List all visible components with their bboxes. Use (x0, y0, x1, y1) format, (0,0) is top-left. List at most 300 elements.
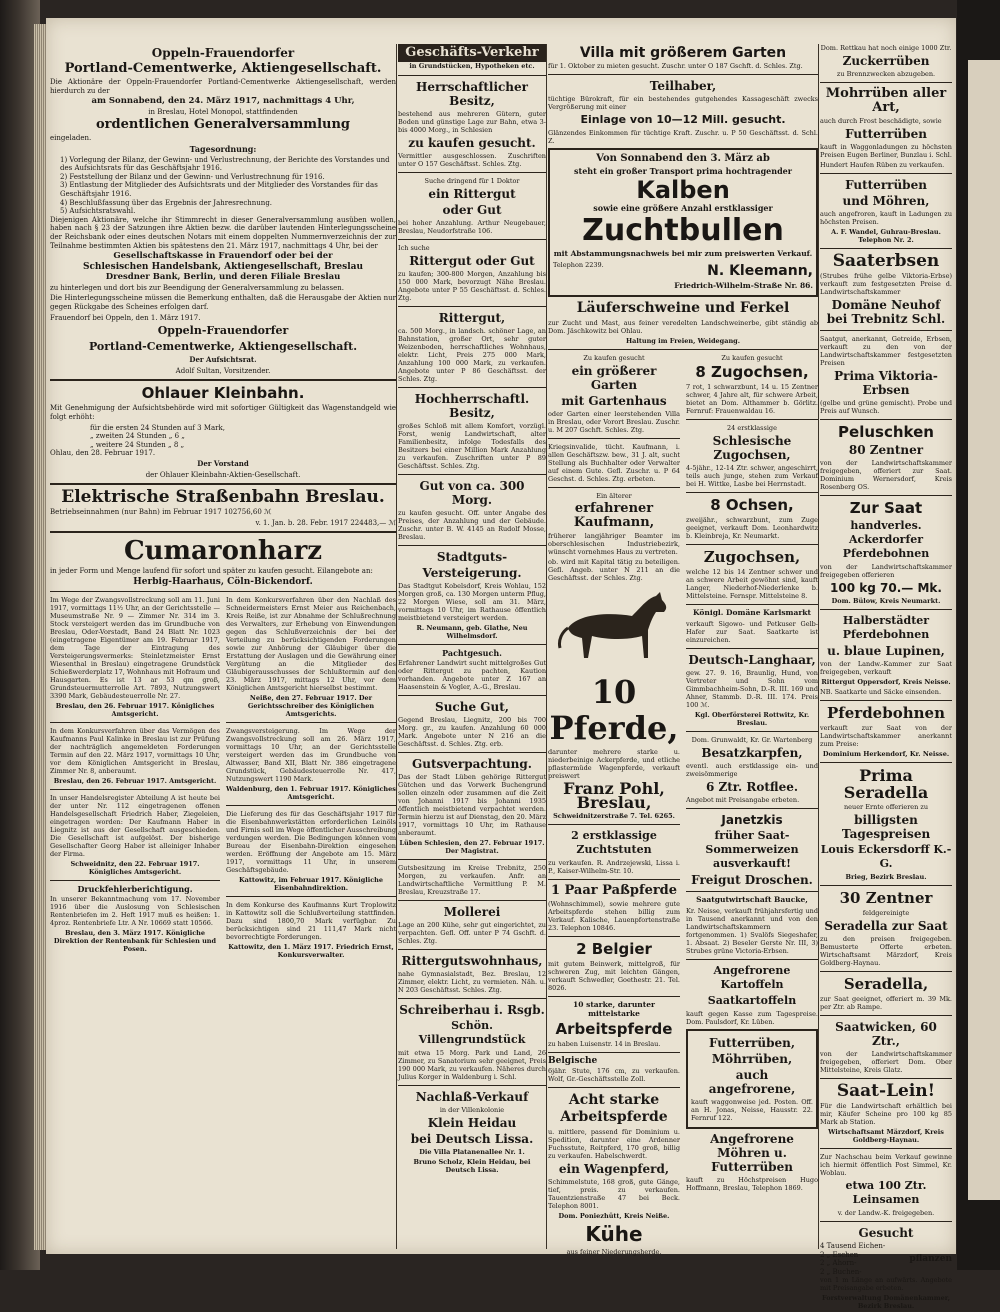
ad-title: 30 Zentner (839, 889, 933, 907)
ad-body: zu Brennzwecken abzugeben. (836, 70, 936, 78)
ad-title: 2 Belgier (576, 940, 652, 959)
ad-title: 2 erstklassige Zuchtstuten (571, 829, 657, 857)
ad-body: verkauft Sigowo- und Petkuser Gelb-Hafer zur Saat. Saatkarte ist einzureichen. (686, 619, 818, 644)
ad-lead: Ein älterer (596, 492, 632, 501)
ad-body: feldgereinigte (862, 909, 910, 917)
gm-meeting: ordentlichen Generalversammlung (96, 117, 350, 133)
ad-title: Deutsch-Langhaar, (688, 652, 816, 667)
ad-title: Rittergutswohnhaus, (401, 954, 543, 969)
gm-agenda-item: 3) Entlastung der Mitglieder des Aufsichtsrats und der Mitglieder des Vorstandes für das Geschäftsjahr 1916. (60, 181, 378, 198)
ohlau-sign-1: Der Vorstand (197, 459, 249, 468)
gm-bank-1: Gesellschaftskasse in Frauendorf oder bei der (113, 251, 333, 262)
ad-body: kauft gegen Kasse zum Tagespreise. Dom. Paulsdorf, Kr. Lüben. (686, 1009, 818, 1026)
lauf-title: Läuferschweine und Ferkel (576, 300, 790, 317)
divider (686, 808, 818, 809)
tram-line-1: Betriebseinnahmen (nur Bahn) im Februar 1917 102756,60 ℳ (50, 508, 272, 517)
ad-body: (gelbe und grüne gemischt). Probe und Preis auf Wunsch. (820, 399, 952, 415)
zb-addr: Friedrich-Wilhelm-Straße Nr. 86. (674, 280, 813, 290)
ad-title: Prima Seradella (843, 766, 929, 802)
ad-body: Die Villa Platanenallee Nr. 1. (419, 1148, 525, 1157)
ad-body: früherer langjähriger Beamter im oberschlesischen Industriebezirk, wünscht vornehmes Haus zu vertreten. (548, 532, 680, 557)
ad-body: bestehend aus mehreren Gütern, guter Boden und günstige Lage zur Bahn, etwa 3- bis 4000 Morg., in Schlesien (398, 109, 546, 134)
fix-body: In unserer Bekanntmachung vom 17. November 1916 über die Auslosung von Schlesischen Rentenbriefen im 2. Heft 1917 muß es heißen: 1. 4proz. Rentenbriefe Ltr. A Nr. 10669 statt 10566. (50, 895, 220, 928)
gm-bank-2: Schlesischen Handelsbank, Aktiengesellschaft, Breslau (82, 261, 364, 272)
ad-lead: Dom. Rettkau hat noch einige 1000 Ztr. (820, 44, 952, 52)
zuchtbullen-ad (548, 148, 818, 297)
ad-title: handverles. Ackerdorfer Pferdebohnen (842, 519, 930, 560)
divider (226, 896, 396, 897)
ad-lead: Königl. Domäne Karlsmarkt (693, 608, 811, 618)
ad-title: Futterrüben (845, 127, 927, 141)
ad-title: Freigut Droschen. (691, 872, 813, 887)
zb-line-3: sowie eine größere Anzahl erstklassiger (593, 202, 773, 213)
ad-title: Besatzkarpfen, (701, 745, 803, 760)
ohlau-rate: „ weitere 24 Stunden „ 8 „ (90, 440, 185, 449)
ad-body: welche 12 bis 14 Zentner schwer und an schwere Arbeit gewöhnt sind, kauft Langer, Niederhof-Niederlenke b. Mittelsteine. Fernspr. Mittelsteine 8. (686, 568, 818, 601)
divider (548, 74, 818, 75)
divider (398, 306, 546, 307)
divider (398, 859, 546, 860)
gm-body-2: zu hinterlegen und dort bis zur Beendigung der Generalversammlung zu belassen. (50, 283, 344, 292)
ad-body: u. mittlere, passend für Dominium u. Spedition, darunter eine Ardenner Fuchsstute, Reitpferd, 170 groß, billig zu verkaufen. Habelschwerdt. (548, 1128, 680, 1161)
ad-body: auch durch Frost beschädigte, sowie (820, 117, 942, 125)
ad-body: 4-5jähr., 12-14 Ztr. schwer, angeschirrt, teils auch junge, stehen zum Verkauf bei H. Wittke, Lasbe bei Herrnstadt. (686, 464, 818, 489)
divider (398, 172, 546, 173)
legal-left (50, 596, 220, 961)
divider (50, 880, 220, 881)
ad-lead: 10 starke, darunter mittelstarke (573, 1000, 655, 1018)
ad-title: Gut von ca. 300 Morg. (419, 478, 525, 507)
zb-name: N. Kleemann, (707, 262, 813, 279)
divider (398, 474, 546, 475)
ad-body: Für die Landwirtschaft erhältlich bei mir, Käufer Scheine pro 100 kg 85 Mark ab Station. (820, 1102, 952, 1126)
divider (398, 75, 546, 76)
ad-title: Herrschaftlicher Besitz, (416, 79, 528, 108)
ad-title: Arbeitspferde (555, 1019, 673, 1038)
ad-body: von der Landw.-Kammer zur Saat freigegeben, verkauft (820, 660, 952, 676)
ad-body: in der Villenkolonie (439, 1106, 505, 1115)
divider (820, 885, 952, 886)
ad-lead: Dom. Grunwaldt, Kr. Gr. Wartenberg (691, 735, 813, 744)
divider (226, 722, 396, 723)
ad-title: 8 Ochsen, (710, 496, 794, 515)
ad-body: Kriegsinvalide, tücht. Kaufmann, i. allen Geschäftszw. bew., 31 J. alt, sucht Stellung als Buchhalter oder Verwalter auf einem Gute. Gefl. Zuschr. u. P 64 Geschst. d. Schles. Ztg. erbeten. (548, 443, 680, 484)
plant-item: 2 „ Buchen- (820, 1267, 862, 1276)
ohlau-sign-2: der Ohlauer Kleinbahn-Aktien-Gesellschaft. (145, 470, 301, 479)
ad-body: zu kaufen; 300-800 Morgen, Anzahlung bis 150 000 Mark, bevorzugt Nähe Breslau. Angebote unter P 55 Geschäftsst. d. Schles. Ztg. (398, 269, 546, 302)
tram-line-2: v. 1. Jan. b. 28. Febr. 1917 224483,— ℳ (255, 518, 396, 527)
divider (686, 891, 818, 892)
ad-title: auch angefrorene, (708, 1067, 796, 1096)
section-header: Geschäfts-Verkehr (398, 44, 546, 62)
divider (50, 591, 396, 592)
gm-sign-4: Adolf Sultan, Vorsitzender. (175, 366, 271, 375)
ad-title: Rittergut, (438, 310, 506, 325)
ad-body: Kr. Neisse, verkauft frühjahrsfertig und in Tausend anerkannt und von den Landwirtschaftskammern fortgenommen. 1) Svalöfs Siegeshafer, 1. Absaat. 2) Beseler Gerste Nr. III, 3) Strubes grüne Victoria-Erbsen. (686, 906, 818, 955)
teil-body-2: Glänzendes Einkommen für tüchtige Kraft. Zuschr. u. P 50 Geschäftsst. d. Schl. Z. (548, 129, 818, 145)
futterrueben-ad (686, 1029, 818, 1129)
zb-line-4: mit Abstammungsnachweis bei mir zum preiswerten Verkauf. (553, 249, 813, 259)
gm-date: am Sonnabend, den 24. März 1917, nachmittags 4 Uhr, (91, 96, 355, 107)
divider (398, 949, 546, 950)
divider (820, 419, 952, 420)
divider (820, 700, 952, 701)
divider (686, 604, 818, 605)
divider (50, 379, 396, 381)
divider (398, 644, 546, 645)
divider (820, 248, 952, 249)
fix-title: Druckfehlerberichtigung. (77, 883, 193, 894)
ad-title: Mohrrüben aller Art, (825, 86, 947, 115)
zb-kalben: Kalben (636, 175, 730, 204)
gm-intro: Die Aktionäre der Oppeln-Frauendorfer Portland-Cementwerke Aktiengesellschaft, werden hierdurch zu der (50, 78, 396, 95)
divider (548, 487, 680, 488)
fix-sign: Breslau, den 3. März 1917. Königliche Direktion der Rentenbank für Schlesien und Posen. (53, 929, 217, 954)
divider (820, 495, 952, 496)
ad-title: Gutsverpachtung. (412, 757, 532, 772)
ad-body: mit etwa 15 Morg. Park und Land, 26 Zimmer, zu Sanatorium sehr geeignet, Preis 190 000 Mark, zu verkaufen. Näheres durch Julius Korger in Waldenburg i. Schl. (398, 1049, 546, 1082)
ad-body: bei hoher Anzahlung. Arthur Neugebauer, Breslau, Neudorfstraße 106. (398, 218, 546, 235)
ad-body: Das der Stadt Lüben gehörige Rittergut Gütchen und das Vorwerk Buchengrund sollen einzeln oder zusammen auf die Zeit von Johanni 1917 bis Johanni 1935 öffentlich meistbietend verpachtet werden. Termin hierzu ist auf Dienstag, den 20. März 1917, vormittags 10 Uhr, im Rathause anberaumt. (398, 773, 546, 838)
ad-title: Saatwicken, 60 Ztr., (835, 1020, 937, 1048)
ad-title: u. blaue Lupinen, (827, 644, 945, 658)
ad-sign: A. F. Wandel, Guhrau-Breslau. Telephon Nr. 2. (831, 228, 941, 244)
plants-items (820, 1242, 903, 1276)
zb-footer (553, 261, 813, 282)
ad-body: 7 rot, 1 schwarzbunt, 14 u. 15 Zentner schwer, 4 Jahre alt, für schwere Arbeit, bietet an Dom. Althammer b. Görlitz. Fernruf: Frauenwaldau 16. (686, 383, 818, 416)
teil-head: Einlage von 10—12 Mill. gesucht. (580, 113, 786, 126)
divider (820, 82, 952, 83)
ad-title: zu kaufen gesucht. (408, 135, 536, 150)
plants-list (820, 1242, 952, 1276)
legal-sign: Kattowitz, den 1. März 1917. Friedrich Ernst, Konkursverwalter. (228, 942, 394, 959)
ad-title: und Möhren, (842, 194, 930, 208)
ad-body: (Wohnschimmel), sowie mehrere gute Arbeitspferde stehen billig zum Verkauf. Kalische, Lauenpfortenstraße 23. Telephon 10846. (548, 900, 680, 933)
column-1 (50, 44, 396, 961)
gm-body: Diejenigen Aktionäre, welche ihr Stimmrecht in dieser Generalversammlung ausüben wollen, haben nach § 23 der Satzungen ihre Aktien bezw. die darüber lautenden Hinterlegungsscheine der Reichsbank oder eines deutschen Notars mit einem doppelten Nummernverzeichnis der zur Teilnahme bestimmten Aktien bis spätestens den 21. März 1917, nachmittags 4 Uhr, bei der (50, 215, 396, 250)
ad-body: kauft zu Höchstpreisen Hugo Hoffmann, Breslau, Telephon 1869. (686, 1175, 818, 1192)
ad-title: Saatkartoffeln (707, 993, 797, 1007)
villa-title: Villa mit größerem Garten (579, 45, 787, 61)
divider (226, 805, 396, 806)
ad-title: Versteigerung. (422, 565, 522, 580)
ad-lead: 24 erstklassige (727, 424, 777, 433)
ad-body: von 1 m Länge an aufwärts. Angebote mit Preisangabe erbeten. (820, 1276, 952, 1293)
newspaper-page (46, 18, 956, 1311)
zb-tel: Telephon 2239. (553, 260, 604, 269)
gm-agenda-item: 5) Aufsichtsratswahl. (60, 207, 136, 216)
ad-title: Pachtgesuch. (442, 647, 502, 658)
divider (50, 483, 396, 485)
ad-title: oder Gut (442, 202, 502, 217)
ad-title: bei Deutsch Lissa. (410, 1132, 534, 1147)
ad-title: Janetzkis (721, 812, 783, 827)
gm-agenda-head: Tagesordnung: (189, 143, 257, 154)
tram-title: Elektrische Straßenbahn Breslau. (61, 487, 385, 508)
ad-title: Angefrorene Möhren u. Futterrüben (710, 1131, 794, 1174)
divider (820, 1015, 952, 1016)
ad-title: mit Gartenhaus (561, 394, 667, 409)
ad-title: Louis Eckersdorff K.-G. (820, 843, 952, 870)
ad-sign: Kgl. Oberförsterei Rottwitz, Kr. Breslau. (694, 710, 810, 727)
divider (548, 879, 680, 880)
ad-body: nahe Gymnasialstadt, Bez. Breslau, 12 Zimmer, elektr. Licht, zu vermieten. Näh. u. N 203 Geschäftsst. Schles. Ztg. (398, 970, 546, 995)
ad-sign: Forstverwaltung Domänenkammer, Bezirk Breslau. (821, 1294, 951, 1311)
ad-title: Suche Gut, (435, 700, 509, 715)
ad-title: Zur Saat (849, 499, 923, 517)
divider (398, 387, 546, 388)
ad-body: ca. 500 Morg., in landsch. schöner Lage, an Bahnstation, großer Ort, sehr guter Weizenboden, herrschaftliches Wohnhaus, elektr. Licht, Preis 275 000 Mark, Anzahlung 100 000 Mark, zu verkaufen. Angebote unter P 86 Geschäftsst. der Schles. Ztg. (398, 326, 546, 383)
legal-notice: Die Lieferung des für das Geschäftsjahr 1917 für die Eisenbahnwerkstätten erforderlichen Leinöls und Firnis soll im Wege öffentlicher Ausschreibung verdungen werden. Die Bedingungen können vom Bureau der Eisenbahn-Direktion eingesehen werden. Eröffnung der Angebote am 15. März 1917, vormittags 11 Uhr, in unserem Geschäftsgebäude. (226, 809, 396, 874)
ad-body: zu den preisen freigegeben. Bemusterte Offerte erbeten. Wirtschaftsamt Märzdorf, Kreis Goldberg-Haynau. (820, 935, 952, 967)
legal-notice: In dem Konkursverfahren über das Vermögen des Kaufmanns Paul Kalinke in Breslau ist zur Prüfung der nachträglich angemeldeten Forderungen Termin auf den 22. März 1917, vormittags 10 Uhr, vor dem Königlichen Amtsgericht in Breslau, Zimmer Nr. 8, anberaumt. (50, 726, 220, 775)
ad-body: zweijähr., schwarzbunt, zum Zuge geeignet, verkauft Dom. Leonhardwitz b. Kleinbreja, Kr. Neumarkt. (686, 516, 818, 541)
ad-body: darunter mehrere starke u. niederbeinige Ackerpferde, und etliche pflastermüde Wagenpferde, verkauft preiswert (548, 748, 680, 781)
ad-sign: Lüben Schlesien, den 27. Februar 1917. Der Magistrat. (399, 839, 545, 856)
divider (398, 1085, 546, 1086)
ad-body: Gutsbesitzung im Kreise Trebnitz, 250 Morgen, zu verkaufen. Anfr. an Landwirtschaftliche Vermittlung P. M. Breslau, Kreuzstraße 17. (398, 864, 546, 897)
ad-sign: R. Neumann, geb. Glathe, Neu Wilhelmsdorf. (416, 623, 528, 640)
column-rule (818, 44, 819, 1249)
ad-body: kauft in Waggonladungen zu höchsten Preisen Eugen Berliner, Bunzlau i. Schl. (820, 143, 952, 159)
divider (548, 438, 680, 439)
ad-body: oder Garten einer leerstehenden Villa in Breslau, oder Vorort Breslau. Zuschr. u. M 207 Gschft. Schles. Ztg. (548, 410, 680, 435)
gm-agenda-list (50, 156, 396, 216)
divider (548, 1052, 680, 1053)
divider (820, 762, 952, 763)
page-stack-edge (34, 24, 46, 1250)
ad-title: Prima Viktoria-Erbsen (834, 369, 938, 397)
ad-title: Schreiberhau i. Rsgb. (399, 1003, 545, 1018)
col3-left (548, 354, 680, 1258)
legal-sign: Neiße, den 27. Februar 1917. Der Gerichtsschreiber des Königlichen Amtsgerichts. (247, 693, 375, 718)
ad-body: von der Landwirtschaftskammer freigegeben, offeriert Dom. Ober Mittelsteine, Kreis Glatz. (820, 1050, 952, 1074)
legal-notice: In dem Konkurse des Kaufmanns Kurt Troplowitz in Kattowitz soll die Schlußverteilung stattfinden. Dazu sind 1800,70 Mark verfügbar. Zu berücksichtigen sind 21 111,47 Mark nicht bevorrechtigte Forderungen. (226, 900, 396, 941)
ad-title: Seradella zur Saat (824, 919, 948, 933)
cuma-firm: Herbig-Haarhaus, Cöln-Bickendorf. (133, 576, 313, 587)
ad-title: Mollerei (443, 905, 501, 920)
ad-body: Das Stadtgut Kobelsdorf, Kreis Wohlau, 152 Morgen groß, ca. 130 Morgen unterm Pflug, 22 Morgen Wiese, soll am 31. März, vormittags 10 Uhr, im Rathause öffentlich meistbietend versteigert werden. (398, 581, 546, 622)
ad-lead: Saatgutwirtschaft Baucke, (696, 894, 808, 904)
ad-title: 100 kg 70.— Mk. (830, 581, 942, 595)
ad-title: 1 Paar Paßpferde (550, 883, 678, 899)
ad-lead: Suche dringend für 1 Doktor (424, 176, 520, 185)
divider (548, 824, 680, 825)
divider (820, 1148, 952, 1149)
ad-title: Acht starke Arbeitspferde (560, 1092, 668, 1126)
column-rule (396, 44, 397, 1249)
ad-title: Gesucht (858, 1226, 914, 1240)
legal-notice: In unser Handelsregister Abteilung A ist heute bei der unter Nr. 112 eingetragenen offenen Handelsgesellschaft Friedrich Haber, Ziegeleien, eingetragen worden: Der Kaufmann Haber in Liegnitz ist aus der Gesellschaft ausgeschieden. Die Gesellschaft ist aufgelöst. Der bisherige Gesellschafter Georg Haber ist alleiniger Inhaber der Firma. (50, 793, 220, 858)
ad-body: ob. wird mit Kapital tätig zu beteiligen. Gefl. Angeb. unter N 211 an die Geschäftsst. der Schles. Ztg. (548, 558, 680, 583)
column-rule (546, 44, 547, 1249)
ad-title: Kühe (585, 1222, 643, 1247)
ad-title: ein Rittergut (428, 186, 516, 201)
divider (50, 722, 220, 723)
ad-title: 80 Zentner (848, 443, 924, 457)
divider (686, 731, 818, 732)
ad-title: Futterrüben, (708, 1035, 796, 1050)
legal-notices (50, 596, 396, 961)
divider (398, 545, 546, 546)
cuma-body: in jeder Form und Menge laufend für sofort und später zu kaufen gesucht. Eilangebote an: (50, 567, 373, 576)
gm-agenda-item: 4) Beschlußfassung über das Ergebnis der Jahresrechnung. (60, 198, 273, 207)
gm-title-1: Oppeln-Frauendorfer (151, 46, 295, 60)
divider (686, 648, 818, 649)
legal-notice: In dem Konkursverfahren über den Nachlaß des Schneidermeisters Ernst Meier aus Reichenbach, Kreis Reiße, ist zur Abnahme der Schlußrechnung des Verwalters, zur Erhebung von Einwendungen gegen das Schlußverzeichnis der bei der Verteilung zu berücksichtigenden Forderungen sowie zur Anhörung der Gläubiger über die Erstattung der Auslagen und die Gewährung einer Vergütung an die Mitglieder des Gläubigerausschusses der Schlußtermin auf den 23. März 1917, mittags 12 Uhr, vor dem Königlichen Amtsgericht hierselbst bestimmt. (226, 595, 396, 692)
legal-sign: Breslau, den 26. Februar 1917. Amtsgericht. (53, 776, 217, 785)
ad-title: Möhrrüben, (711, 1051, 793, 1066)
ad-body: gew. 27. 9. 16, Braunlig, Hund, von Vertreter und Sohn vom Gimmbachheim-Sohn, D.-R. III. 169 und Ahner, Stammb. D.-R. III. 174. Preis 100 ℳ. (686, 668, 818, 709)
cuma-title: Cumaronharz (123, 536, 323, 567)
ohlau-title: Ohlauer Kleinbahn. (141, 384, 305, 403)
zb-line-1: Von Sonnabend den 3. März ab (596, 153, 770, 164)
legal-sign: Schweidnitz, den 22. Februar 1917. Königliches Amtsgericht. (70, 859, 200, 876)
zb-bullen: Zuchtbullen (582, 213, 784, 249)
ad-title: Schön. Villengrundstück (418, 1019, 526, 1047)
ad-body: Angebot mit Preisangabe erbeten. (686, 795, 800, 804)
ohlau-body: Mit Genehmigung der Aufsichtsbehörde wird mit sofortiger Gültigkeit das Wagenstandgeld wie folgt erhöht: (50, 404, 396, 422)
ad-body: zur Saat geeignet, offeriert m. 39 Mk. per Ztr. ab Rampe. (820, 995, 952, 1011)
ad-title: Angefrorene Kartoffeln (713, 963, 791, 991)
ad-body: Hundert Haufen Rüben zu verkaufen. (820, 161, 945, 169)
legal-right (226, 596, 396, 961)
ad-title: etwa 100 Ztr. Leinsamen (845, 1179, 927, 1206)
zb-line-2: steht ein großer Transport prima hochtragender (574, 166, 792, 176)
ad-title: ein größerer Garten (571, 364, 657, 393)
ad-title: früher Saat-Sommerweizen ausverkauft! (705, 828, 799, 870)
ad-body: zu verkaufen. R. Andrzejewski, Lissa i. P., Kaiser-Wilhelm-Str. 10. (548, 859, 680, 876)
ad-body: (Strubes frühe gelbe Viktoria-Erbse) verkauft zum festgesetzten Preise d. Landwirtschaftskammer (820, 272, 952, 296)
ad-body: Schimmelstute, 168 groß, gute Gänge, tief, preis. zu verkaufen. Tauentzienstraße 47 bei Beck. Telephon 8001. (548, 1178, 680, 1211)
ad-body: großes Schloß mit allem Komfort, vorzügl. Forst, wenig Landwirtschaft, alter Familienbesitz, infolge Todesfalls des Besitzers bei einer Million Mark Anzahlung zu verkaufen. Zuschriften unter P 89 Geschäftsst. Schles. Ztg. (398, 421, 546, 470)
gm-sign-2: Portland-Cementwerke, Aktiengesellschaft. (88, 340, 358, 354)
horse-illustration (548, 584, 676, 668)
ad-title: Hochherrschaftl. Besitz, (414, 391, 530, 420)
ad-title: Saat-Lein! (836, 1081, 936, 1101)
plants-label: pflanzen (909, 1254, 952, 1265)
ad-title: billigsten Tagespreisen (841, 813, 931, 841)
ad-title: 8 Zugochsen, (695, 363, 809, 382)
pohl-addr: Schweidnitzerstraße 7. Tel. 6265. (553, 812, 675, 821)
plant-item: 2 „ Ahorn- (820, 1259, 857, 1268)
ad-body: Saatgut, anerkannt, Getreide, Erbsen, verkauft zu den von der Landwirtschaftskammer festgesetzten Preisen (820, 335, 952, 367)
divider (50, 531, 396, 533)
gm-agenda-item: 1) Vorlegung der Bilanz, der Gewinn- und Verlustrechnung, der Berichte des Vorstandes und des Aufsichtsrats für das Geschäftsjahr 1916. (60, 155, 390, 173)
ad-body: eventl. auch erstklassige ein- und zweisömmerige (686, 761, 818, 778)
divider (398, 998, 546, 999)
gm-sign-1: Oppeln-Frauendorfer (157, 324, 289, 338)
ad-title: Klein Heidau (427, 1116, 517, 1131)
divider (398, 239, 546, 240)
ad-title: Nachlaß-Verkauf (415, 1090, 529, 1105)
ad-body: verkauft zur Saat von der Landwirtschaftskammer anerkannt zum Preise: (820, 724, 952, 748)
ad-title: Saaterbsen (832, 251, 940, 271)
divider (50, 789, 220, 790)
divider (820, 173, 952, 174)
section-subheader: in Grundstücken, Hypotheken etc. (409, 62, 535, 70)
divider (398, 900, 546, 901)
divider (820, 971, 952, 972)
ohlau-rate: „ zweiten 24 Stunden „ 6 „ (90, 432, 185, 441)
divider (398, 752, 546, 753)
teil-title: Teilhaber, (649, 79, 717, 93)
pferde-big: 10 Pferde, (549, 673, 679, 748)
ad-lead: Zu kaufen gesucht (721, 354, 783, 363)
ad-body: NB. Saatkarte und Säcke einsenden. (820, 688, 942, 696)
ad-title: Stadtguts- (436, 549, 508, 564)
ad-title: erfahrener Kaufmann, (573, 501, 655, 531)
ad-body: neuer Ernte offerieren zu (843, 803, 929, 811)
divider (686, 959, 818, 960)
ad-title: Rittergut oder Gut (409, 253, 535, 268)
ad-title: Belgische (548, 1055, 598, 1066)
ad-body: zu haben Luisenstr. 14 in Breslau. (548, 1039, 661, 1048)
ad-sign: Domäne Neuhof bei Trebnitz Schl. (826, 298, 946, 326)
ad-body: Vermittler ausgeschlossen. Zuschriften unter O 157 Geschäftsst. Schles. Ztg. (398, 151, 546, 168)
gm-title-2: Portland-Cementwerke, Aktiengesellschaft. (64, 61, 382, 76)
ad-lead: Ich suche (398, 243, 430, 252)
plant-item: 2 „ Eschen- (820, 1250, 861, 1259)
ad-sign: Bruno Scholz, Klein Heidau, bei Deutsch Lissa. (413, 1158, 531, 1175)
divider (548, 996, 680, 997)
ad-title: ein Wagenpferd, (558, 1162, 670, 1177)
legal-notice: Im Wege der Zwangsvollstreckung soll am 11. Juni 1917, vormittags 11½ Uhr, an der Gerichtsstelle — Museumstraße Nr. 9 — Zimmer Nr. 314 im 3. Stock versteigert werden das im Grundbuche von Breslau, Oder-Vorstadt, Band 24 Blatt Nr. 1023 (eingetragene Eigentümer am 19. Februar 1917, dem Tage der Eintragung des Versteigerungsvermerks: Steinletzmeister Ernst Wiesenthal in Breslau) eingetragene Grundstück Schießwerderplatz 17, Wohnhaus mit Hofraum und Hausgarten. Es ist 13 ar 53 qm groß, Grundsteuermutterrolle Art. 7893, Nutzungswert 3390 Mark, Gebäudesteuerrolle Nr. 27. (50, 595, 220, 700)
column-2 (398, 44, 546, 1176)
next-page-strip (968, 60, 1000, 1200)
divider (820, 1078, 952, 1079)
ad-body: Gegend Breslau, Liegnitz, 200 bis 700 Morg. gr., zu kaufen. Anzahlung 60 000 Mark. Angebote unter N 216 an die Geschäftsst. d. Schles. Ztg. erb. (398, 716, 546, 749)
ad-title: Peluschken (838, 423, 934, 441)
gm-sign-place: Frauendorf bei Oppeln, den 1. März 1917. (50, 313, 201, 322)
gm-place: in Breslau, Hotel Monopol, stattfindenden (148, 107, 298, 116)
gm-agenda-item: 2) Feststellung der Bilanz und der Gewinn- und Verlustrechnung für 1916. (60, 172, 325, 181)
divider (548, 349, 818, 350)
lauf-body: zur Zucht und Mast, aus feiner veredelten Landschweinerbe, gibt ständig ab Dom. Jäschkowitz bei Ohlau. (548, 319, 818, 336)
divider (820, 330, 952, 331)
gm-sign-3: Der Aufsichtsrat. (189, 355, 257, 365)
col3-split (548, 354, 818, 1258)
pohl-name: Franz Pohl, Breslau, (563, 779, 665, 813)
legal-notice: Zwangsversteigerung. Im Wege der Zwangsvollstreckung soll am 26. März 1917, vormittags 10 Uhr, an der Gerichtsstelle versteigert werden das im Grundbuche von Altwasser, Band XII, Blatt Nr. 386 eingetragene Grundstück, Gebäudesteuerrolle Nr. 417, Nutzungswert 1190 Mark. (226, 726, 396, 783)
ad-title: Schlesische Zugochsen, (712, 434, 792, 463)
divider (686, 544, 818, 545)
col3-right (686, 354, 818, 1258)
divider (548, 936, 680, 937)
ad-lead: Zu kaufen gesucht (583, 354, 645, 363)
ad-sign: Dom. Bülow, Kreis Neumarkt. (831, 597, 941, 605)
ad-title: Zugochsen, (703, 548, 801, 567)
gm-body-3: Die Hinterlegungsscheine müssen die Bemerkung enthalten, daß die Herausgabe der Aktien nur gegen Rückgabe des Scheines erfolgen darf. (50, 294, 396, 312)
legal-sign: Waldenburg, den 1. Februar 1917. Königliches Amtsgericht. (226, 784, 396, 801)
ad-sign: Wirtschaftsamt Märzdorf, Kreis Goldberg-Haynau. (828, 1128, 944, 1144)
ad-title: Futterrüben (845, 178, 927, 192)
ad-title: Pferdebohnen (827, 704, 945, 722)
legal-sign: Breslau, den 26. Februar 1917. Königliches Amtsgericht. (55, 701, 215, 718)
ad-title: 6 Ztr. Rotflee. (705, 779, 799, 794)
gm-bank-3: Dresdner Bank, Berlin, und deren Filiale Breslau (105, 272, 341, 283)
ad-sign: Brieg, Bezirk Breslau. (845, 873, 927, 881)
gm-invited: eingeladen. (50, 134, 92, 143)
ad-sign: Dom. Poniezhütt, Kreis Neiße. (558, 1212, 670, 1221)
ad-body: v. der Landw.-K. freigegeben. (837, 1209, 935, 1217)
ad-body: aus feiner Niederungsherde. (566, 1248, 662, 1257)
divider (686, 492, 818, 493)
ad-sign: Dominium Herkendorf, Kr. Neisse. (822, 750, 950, 758)
lauf-sub: Haltung im Freien, Weidegang. (626, 337, 740, 346)
divider (820, 609, 952, 610)
column-4 (820, 44, 952, 1312)
